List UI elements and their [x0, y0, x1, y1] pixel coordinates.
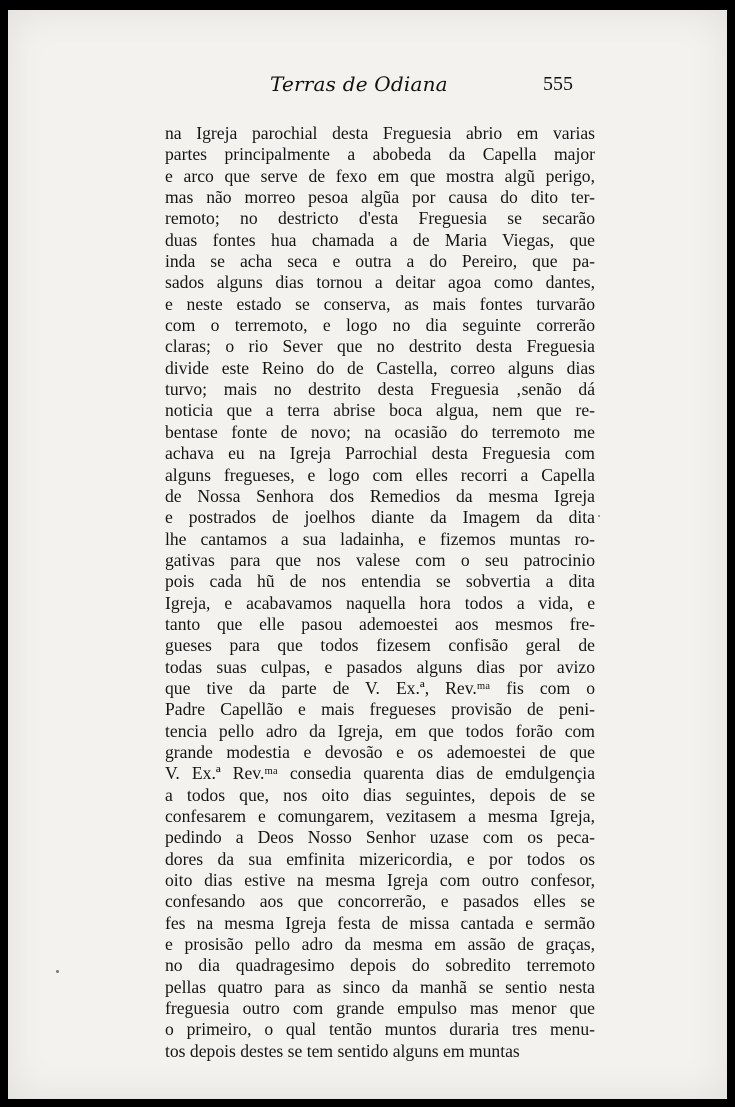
text-line: e prosisão pello adro da mesma em assão de graças,: [165, 934, 595, 955]
text-line: gativas para que nos valese com o seu patrocinio: [165, 549, 595, 570]
page-header: [8, 72, 727, 102]
text-line: remoto; no destricto d'esta Freguesia se secarão: [165, 208, 595, 229]
text-line: lhe cantamos a sua ladainha, e fizemos muntas ro-: [165, 528, 595, 549]
text-line: com o terremoto, e logo no dia seguinte correrão: [165, 315, 595, 336]
text-line: Igreja, e acabavamos naquella hora todos a vida, e: [165, 592, 595, 613]
text-line: no dia quadragesimo depois do sobredito terremoto: [165, 955, 595, 976]
paper-speck: [598, 515, 600, 517]
text-line: Padre Capellão e mais fregueses provisão de peni-: [165, 699, 595, 720]
text-line: pois cada hũ de nos entendia se sobvertia a dita: [165, 571, 595, 592]
body-text: [165, 123, 595, 1062]
text-line: duas fontes hua chamada a de Maria Viegas, que: [165, 229, 595, 250]
text-line: e arco que serve de fexo em que mostra algũ perigo,: [165, 165, 595, 186]
text-line: a todos que, nos oito dias seguintes, depois de se: [165, 784, 595, 805]
text-line: fes na mesma Igreja festa de missa cantada e sermão: [165, 912, 595, 933]
text-line: e postrados de joelhos diante da Imagem da dita: [165, 507, 595, 528]
text-line: oito dias estive na mesma Igreja com outro confesor,: [165, 870, 595, 891]
text-line: na Igreja parochial desta Freguesia abrio em varias: [165, 123, 595, 143]
text-line: divide este Reino do de Castella, correo alguns dias: [165, 357, 595, 378]
text-line: partes principalmente a abobeda da Capella major: [165, 144, 595, 165]
text-line: alguns fregueses, e logo com elles recorri a Capella: [165, 464, 595, 485]
text-line: pedindo a Deos Nosso Senhor uzase com os peca-: [165, 827, 595, 848]
text-line: pellas quatro para as sinco da manhã se sentio nesta: [165, 976, 595, 997]
text-line: turvo; mais no destrito desta Freguesia ‚senão dá: [165, 379, 595, 400]
text-line: de Nossa Senhora dos Remedios da mesma Igreja: [165, 485, 595, 506]
text-line: o primeiro, o qual tentão muntos duraria tres menu-: [165, 1019, 595, 1040]
page-sheet: [8, 10, 727, 1099]
text-line: inda se acha seca e outra a do Pereiro, que pa-: [165, 251, 595, 272]
text-line: sados alguns dias tornou a deitar agoa como dantes,: [165, 272, 595, 293]
text-line: freguesia outro com grande empulso mas menor que: [165, 998, 595, 1019]
text-line: dores da sua emfinita mizericordia, e por todos os: [165, 848, 595, 869]
paper-speck: [56, 970, 59, 973]
text-line: mas não morreo pesoa algũa por causa do dito ter-: [165, 187, 595, 208]
text-line: confesarem e comungarem, vezitasem a mesma Igreja,: [165, 806, 595, 826]
text-line: claras; o rio Sever que no destrito desta Freguesia: [165, 336, 595, 357]
running-title: Terras de Odiana: [270, 72, 448, 96]
text-line: confesando aos que concorrerão, e pasados elles se: [165, 891, 595, 912]
text-line: noticia que a terra abrise boca algua, nem que re-: [165, 400, 595, 421]
text-line: V. Ex.ª Rev.ᵐᵃ consedia quarenta dias de emdulgençia: [165, 763, 595, 784]
text-line: todas suas culpas, e pasados alguns dias por avizo: [165, 656, 595, 677]
text-line: tanto que elle pasou ademoestei aos mesmos fre-: [165, 613, 595, 634]
text-line: grande modestia e devosão e os ademoestei de que: [165, 741, 595, 762]
page-number: 555: [543, 73, 573, 95]
text-line: gueses para que todos fizesem confisão geral de: [165, 635, 595, 656]
text-line: bentase fonte de novo; na ocasião do terremoto me: [165, 421, 595, 442]
text-line: que tive da parte de V. Ex.ª, Rev.ᵐᵃ fis com o: [165, 677, 595, 698]
text-line: tencia pello adro da Igreja, em que todos forão com: [165, 720, 595, 741]
text-line: achava eu na Igreja Parrochial desta Freguesia com: [165, 443, 595, 464]
text-line: tos depois destes se tem sentido alguns em muntas: [165, 1040, 520, 1061]
text-line: e neste estado se conserva, as mais fontes turvarão: [165, 293, 595, 314]
